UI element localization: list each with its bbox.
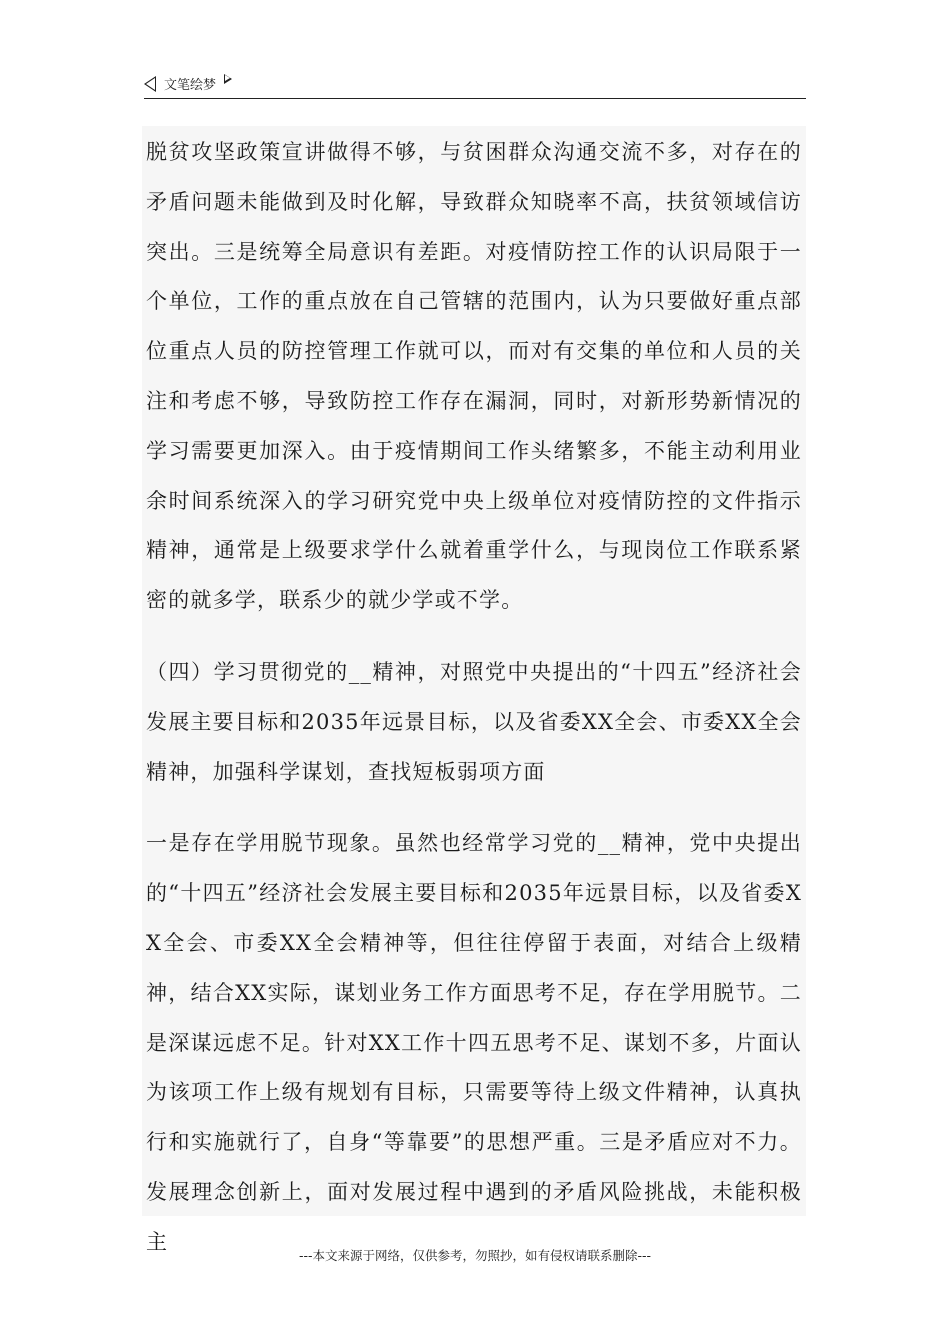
section-heading-paragraph: （四）学习贯彻党的__精神，对照党中央提出的“十四五”经济社会发展主要目标和2035年远景目标，以及省委XX全会、市委XX全会精神，加强科学谋划，查找短板弱项方面	[146, 659, 802, 784]
page-header	[144, 72, 806, 99]
body-paragraph-2: 一是存在学用脱节现象。虽然也经常学习党的__精神，党中央提出的“十四五”经济社会发展主要目标和2035年远景目标，以及省委XX全会、市委XX全会精神等，但往往停留于表面，对结合上级精神，结合XX实际，谋划业务工作方面思考不足，存在学用脱节。二是深谋远虑不足。针对XX工作十四五思考不足、谋划不多，片面认为该项工作上级有规划有目标，只需要等待上级文件精神，认真执行和实施就行了，自身“等靠要”的思想严重。三是矛盾应对不力。发展理念创新上，面对发展过程中遇到的矛盾风险挑战，未能积极主	[146, 831, 802, 1254]
body-paragraph-1: 脱贫攻坚政策宣讲做得不够，与贫困群众沟通交流不多，对存在的矛盾问题未能做到及时化解，导致群众知晓率不高，扶贫领域信访突出。三是统筹全局意识有差距。对疫情防控工作的认识局限于一个单位，工作的重点放在自己管辖的范围内，认为只要做好重点部位重点人员的防控管理工作就可以，而对有交集的单位和人员的关注和考虑不够，导致防控工作存在漏洞，同时，对新形势新情况的学习需要更加深入。由于疫情期间工作头绪繁多，不能主动利用业余时间系统深入的学习研究党中央上级单位对疫情防控的文件指示精神，通常是上级要求学什么就着重学什么，与现岗位工作联系紧密的就多学，联系少的就少学或不学。	[146, 140, 802, 613]
header-brand	[144, 74, 232, 93]
document-body	[142, 126, 806, 1254]
page-footer: ---本文来源于网络，仅供参考，勿照抄，如有侵权请联系删除---	[298, 1248, 652, 1263]
header-title: 文笔绘梦	[164, 78, 217, 93]
right-triangle-icon	[224, 74, 232, 84]
left-triangle-icon	[144, 76, 156, 92]
